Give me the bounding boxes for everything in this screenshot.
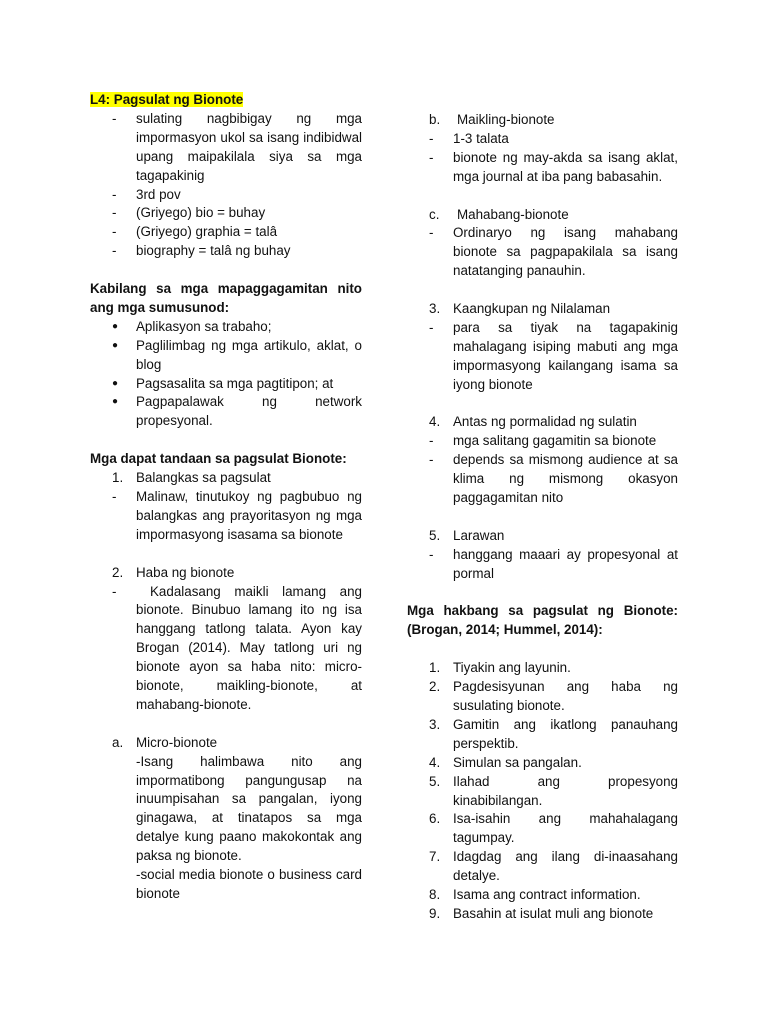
list-item: - biography = talâ ng buhay — [112, 243, 291, 259]
lettered-item-c: c. Mahabang-bionote — [429, 206, 569, 222]
step-item: 9. Basahin at isulat muli ang bionote — [429, 905, 654, 921]
list-item: ● Paglilimbag ng mga artikulo, aklat, o blog — [112, 337, 362, 372]
numbered-item-3: 3. Kaangkupan ng Nilalaman — [429, 301, 611, 317]
step-item: 6. Isa-isahin ang mahahalagang tagumpay. — [429, 811, 678, 846]
numbered-item-2: 2. Haba ng bionote — [112, 564, 235, 580]
list-item: ● Aplikasyon sa trabaho; — [112, 318, 272, 334]
steps-list — [407, 659, 678, 924]
uses-list — [90, 318, 362, 431]
step-item: 8. Isama ang contract information. — [429, 887, 641, 903]
list-item: - 3rd pov — [112, 186, 181, 202]
steps-heading: Mga hakbang sa pagsulat ng Bionote: (Brogan, 2014; Hummel, 2014): — [407, 603, 678, 638]
step-item: 7. Idagdag ang ilang di-inaasahang detalye. — [429, 849, 678, 884]
list-item: - para sa tiyak na tagapakinig mahalagang isiping mabuti ang mga impormasyong kailangang isama sa iyong bionote — [429, 319, 678, 392]
lettered-item-a: a. Micro-bionote — [112, 734, 218, 750]
list-item: - mga salitang gagamitin sa bionote — [429, 433, 657, 449]
list-item: ● Pagsasalita sa mga pagtitipon; at — [112, 375, 334, 391]
document-title: L4: Pagsulat ng Bionote — [90, 92, 244, 107]
list-item: - (Griyego) bio = buhay — [112, 205, 266, 221]
step-item: 5. Ilahad ang propesyong kinabibilangan. — [429, 773, 678, 808]
step-item: 2. Pagdesisyunan ang haba ng susulating bionote. — [429, 679, 678, 713]
list-item: - Malinaw, tinutukoy ng pagbubuo ng balangkas ang prayoritasyon ng mga impormasyong isasama sa bionote — [112, 489, 362, 542]
list-item: - 1-3 talata — [429, 130, 509, 146]
tandaan-heading: Mga dapat tandaan sa pagsulat Bionote: — [90, 451, 347, 467]
list-item: - (Griyego) graphia = talâ — [112, 224, 278, 240]
paragraph: -Isang halimbawa nito ang impormatibong pangungusap na inuumpisahan sa pangalan, iyong ginagawa, at tinatapos sa mga detalye kung paano makokontak ang paksa ng bionote. — [136, 753, 362, 864]
numbered-item-5: 5. Larawan — [429, 527, 505, 543]
list-item: - depends sa mismong audience at sa klima ng mismong okasyon paggagamitan nito — [429, 452, 678, 506]
paragraph: -social media bionote o business card bionote — [136, 867, 362, 901]
left-column — [90, 91, 362, 904]
intro-list — [90, 110, 362, 261]
step-item: 3. Gamitin ang ikatlong panauhang perspektib. — [429, 716, 678, 751]
list-item: - sulating nagbibigay ng mga impormasyon ukol sa isang indibidwal upang maipakilala siya sa mga tagapakinig — [112, 110, 362, 183]
numbered-item-1: 1. Balangkas sa pagsulat — [112, 470, 271, 486]
list-item: - Kadalasang maikli lamang ang bionote. Binubuo lamang ito ng isa hanggang tatlong talata. Ayon kay Brogan (2014). May tatlong uri ng bionote ayon sa haba nito: micro-bionote, maikling-bionote, at mahabang-bionote. — [112, 583, 362, 712]
list-item: - Ordinaryo ng isang mahabang bionote sa pagpapakilala sa isang natatanging panauhin. — [429, 225, 678, 279]
step-item: 1. Tiyakin ang layunin. — [429, 660, 571, 676]
numbered-item-4: 4. Antas ng pormalidad ng sulatin — [429, 414, 637, 430]
right-column — [407, 111, 678, 924]
step-item: 4. Simulan sa pangalan. — [429, 754, 582, 770]
list-item: - hanggang maaari ay propesyonal at pormal — [429, 546, 678, 581]
uses-heading: Kabilang sa mga mapaggagamitan nito ang mga sumusunod: — [90, 281, 362, 315]
list-item: ● Pagpapalawak ng network propesyonal. — [112, 394, 362, 429]
lettered-item-b: b. Maikling-bionote — [429, 112, 555, 127]
list-item: - bionote ng may-akda sa isang aklat, mga journal at iba pang babasahin. — [429, 149, 678, 184]
